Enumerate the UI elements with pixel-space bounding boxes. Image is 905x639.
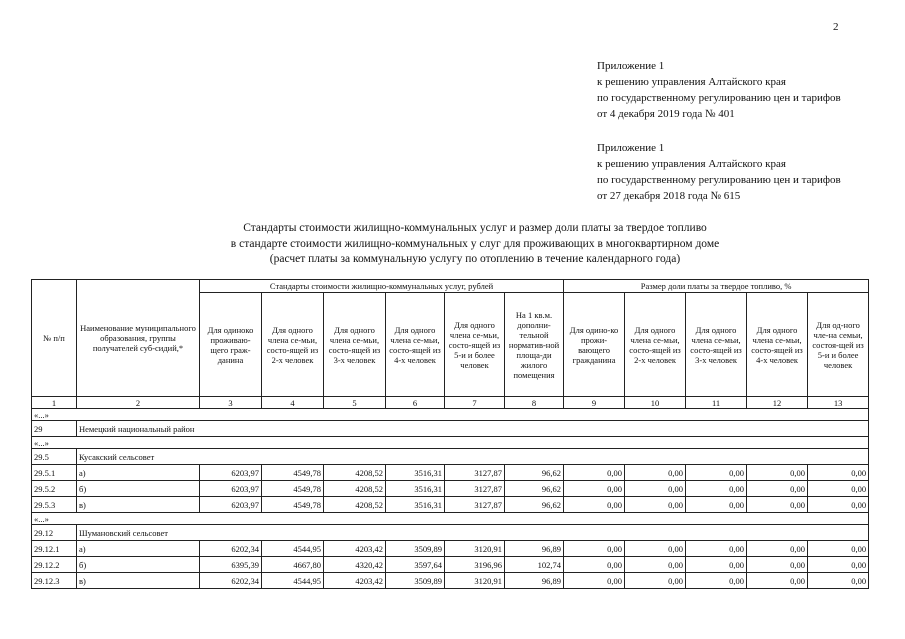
table-cell: 4203,42	[324, 573, 386, 589]
council-1-rows	[32, 465, 869, 513]
table-cell: 0,00	[686, 541, 747, 557]
table-cell: 0,00	[747, 481, 808, 497]
table-cell: 4667,80	[262, 557, 324, 573]
title-line: Стандарты стоимости жилищно-коммунальных услуг и размер доли платы за твердое топливо	[243, 222, 707, 234]
council-code: 29.12	[32, 525, 77, 541]
header-share-col: Для од-ного чле-на семьи, состоя-щей из 5-и и более человек	[808, 293, 869, 397]
table-cell: 0,00	[747, 573, 808, 589]
column-number: 1	[32, 397, 77, 409]
ellipsis-row	[32, 437, 869, 449]
column-number: 9	[564, 397, 625, 409]
table-cell: 0,00	[808, 573, 869, 589]
table-cell: 4544,95	[262, 541, 324, 557]
table-cell: 0,00	[625, 497, 686, 513]
table-cell: 4549,78	[262, 497, 324, 513]
council-name: Кусакский сельсовет	[77, 449, 869, 465]
appendix-line: по государственному регулированию цен и тарифов	[597, 92, 841, 104]
header-name: Наименование муниципального образования, группы получателей суб-сидий,*	[77, 280, 200, 397]
table-cell: 0,00	[564, 557, 625, 573]
row-code: 29.5.3	[32, 497, 77, 513]
table-cell: 96,89	[505, 541, 564, 557]
table-cell: 3516,31	[386, 497, 445, 513]
table-cell: 102,74	[505, 557, 564, 573]
appendix-title: Приложение 1	[597, 142, 665, 154]
column-number: 5	[324, 397, 386, 409]
column-number: 13	[808, 397, 869, 409]
header-group-standards: Стандарты стоимости жилищно-коммунальных услуг, рублей	[200, 280, 564, 293]
table-cell: 0,00	[747, 541, 808, 557]
table-cell: 0,00	[625, 541, 686, 557]
ellipsis: «...»	[32, 513, 869, 525]
header-share-col: Для одного члена се-мьи, состо-ящей из 2-х человек	[625, 293, 686, 397]
table-cell: 0,00	[564, 573, 625, 589]
table-row	[32, 481, 869, 497]
row-code: 29.5.1	[32, 465, 77, 481]
table-cell: 0,00	[808, 481, 869, 497]
header-std-col: На 1 кв.м. дополни-тельной норматив-ной площа-ди жилого помещения	[505, 293, 564, 397]
table-cell: 4549,78	[262, 481, 324, 497]
district-code: 29	[32, 421, 77, 437]
table-cell: 96,62	[505, 481, 564, 497]
table-cell: 0,00	[564, 497, 625, 513]
appendix-line: по государственному регулированию цен и тарифов	[597, 174, 841, 186]
column-number: 11	[686, 397, 747, 409]
table-cell: 0,00	[686, 573, 747, 589]
district-name: Немецкий национальный район	[77, 421, 869, 437]
table-cell: 3516,31	[386, 465, 445, 481]
header-std-col: Для одного члена се-мьи, состо-ящей из 5-и и более человек	[445, 293, 505, 397]
appendix-block-2019	[597, 58, 841, 122]
table-cell: 3120,91	[445, 541, 505, 557]
column-number: 6	[386, 397, 445, 409]
row-code: 29.5.2	[32, 481, 77, 497]
table-cell: 0,00	[625, 557, 686, 573]
appendix-line: к решению управления Алтайского края	[597, 76, 786, 88]
table-cell: 4203,42	[324, 541, 386, 557]
table-cell: 0,00	[564, 481, 625, 497]
table-cell: 3597,64	[386, 557, 445, 573]
table-cell: 0,00	[564, 541, 625, 557]
table-row	[32, 573, 869, 589]
header-std-col: Для одного члена се-мьи, состо-ящей из 4-х человек	[386, 293, 445, 397]
document-title	[150, 221, 800, 268]
table-cell: 6203,97	[200, 481, 262, 497]
standards-table	[31, 279, 869, 589]
table-cell: 0,00	[625, 573, 686, 589]
table-cell: 0,00	[808, 465, 869, 481]
table-cell: 0,00	[808, 557, 869, 573]
ellipsis: «...»	[32, 437, 869, 449]
column-number: 10	[625, 397, 686, 409]
table-cell: 6395,39	[200, 557, 262, 573]
row-group: а)	[77, 541, 200, 557]
table-cell: 3516,31	[386, 481, 445, 497]
appendix-date: от 27 декабря 2018 года № 615	[597, 190, 741, 202]
header-std-col: Для одного члена се-мьи, состо-ящей из 3-х человек	[324, 293, 386, 397]
column-number: 12	[747, 397, 808, 409]
header-std-col: Для одиноко проживаю-щего граж-данина	[200, 293, 262, 397]
row-code: 29.12.3	[32, 573, 77, 589]
table-cell: 4208,52	[324, 481, 386, 497]
row-group: б)	[77, 481, 200, 497]
title-line: (расчет платы за коммунальную услугу по отоплению в течение календарного года)	[269, 253, 681, 265]
table-cell: 0,00	[686, 557, 747, 573]
table-cell: 0,00	[686, 481, 747, 497]
header-share-col: Для одино-ко прожи-вающего гражданина	[564, 293, 625, 397]
table-cell: 0,00	[747, 465, 808, 481]
table-cell: 4320,42	[324, 557, 386, 573]
table-row	[32, 497, 869, 513]
table-cell: 4208,52	[324, 465, 386, 481]
appendix-block-2018	[597, 140, 841, 204]
district-row	[32, 421, 869, 437]
table-cell: 6203,97	[200, 465, 262, 481]
table-cell: 0,00	[808, 497, 869, 513]
council-2-rows	[32, 541, 869, 589]
row-group: в)	[77, 497, 200, 513]
table-row	[32, 541, 869, 557]
council-row	[32, 525, 869, 541]
table-cell: 4544,95	[262, 573, 324, 589]
column-number: 8	[505, 397, 564, 409]
table-cell: 96,62	[505, 465, 564, 481]
table-cell: 0,00	[625, 481, 686, 497]
table-row	[32, 557, 869, 573]
row-group: в)	[77, 573, 200, 589]
header-group-share: Размер доли платы за твердое топливо, %	[564, 280, 869, 293]
row-code: 29.12.2	[32, 557, 77, 573]
table-cell: 0,00	[747, 497, 808, 513]
table-cell: 3196,96	[445, 557, 505, 573]
ellipsis: «...»	[32, 409, 869, 421]
table-cell: 4549,78	[262, 465, 324, 481]
table-cell: 6202,34	[200, 573, 262, 589]
column-number: 2	[77, 397, 200, 409]
council-name: Шумановский сельсовет	[77, 525, 869, 541]
table-cell: 96,89	[505, 573, 564, 589]
table-cell: 3127,87	[445, 497, 505, 513]
appendix-line: к решению управления Алтайского края	[597, 158, 786, 170]
table-cell: 6203,97	[200, 497, 262, 513]
column-number: 3	[200, 397, 262, 409]
table-cell: 3127,87	[445, 465, 505, 481]
table-cell: 3127,87	[445, 481, 505, 497]
column-number-row	[32, 397, 869, 409]
table-cell: 0,00	[564, 465, 625, 481]
ellipsis-row	[32, 409, 869, 421]
title-line: в стандарте стоимости жилищно-коммунальных у слуг для проживающих в многоквартирном доме	[230, 237, 720, 250]
header-std-col: Для одного члена се-мьи, состо-ящей из 2-х человек	[262, 293, 324, 397]
table-cell: 0,00	[747, 557, 808, 573]
appendix-title: Приложение 1	[597, 60, 665, 72]
table-cell: 6202,34	[200, 541, 262, 557]
table-cell: 0,00	[686, 497, 747, 513]
table-cell: 0,00	[808, 541, 869, 557]
header-share-col: Для одного члена се-мьи, состо-ящей из 4-х человек	[747, 293, 808, 397]
table-cell: 3509,89	[386, 573, 445, 589]
table-row	[32, 465, 869, 481]
table-cell: 3509,89	[386, 541, 445, 557]
page-number: 2	[833, 21, 839, 33]
row-group: б)	[77, 557, 200, 573]
table-cell: 3120,91	[445, 573, 505, 589]
council-code: 29.5	[32, 449, 77, 465]
row-code: 29.12.1	[32, 541, 77, 557]
table-cell: 0,00	[686, 465, 747, 481]
council-row	[32, 449, 869, 465]
table-cell: 4208,52	[324, 497, 386, 513]
header-share-col: Для одного члена се-мьи, состо-ящей из 3-х человек	[686, 293, 747, 397]
column-number: 7	[445, 397, 505, 409]
ellipsis-row	[32, 513, 869, 525]
column-number: 4	[262, 397, 324, 409]
header-number: № п/п	[32, 280, 77, 397]
row-group: а)	[77, 465, 200, 481]
appendix-date: от 4 декабря 2019 года № 401	[597, 108, 735, 120]
table-cell: 0,00	[625, 465, 686, 481]
table-cell: 96,62	[505, 497, 564, 513]
